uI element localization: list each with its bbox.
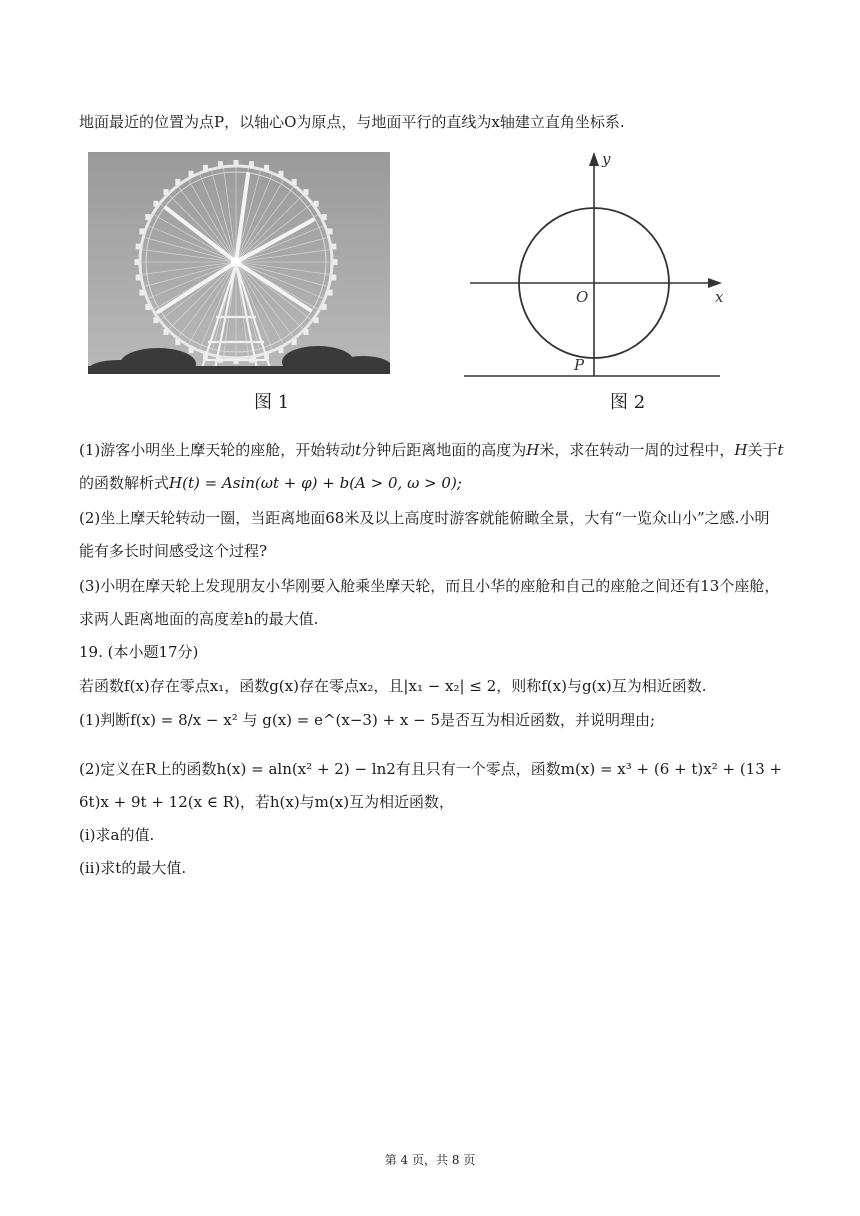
q19-sub-ii: (ii)求t的最大值. [79,859,187,877]
q18-part2-line1: (2)坐上摩天轮转动一圈，当距离地面68米及以上高度时游客就能俯瞰全景，大有“一览众山小”之感.小明 [79,509,770,527]
wheel-cabin [218,161,223,167]
wheel-cabin [322,214,327,220]
q19-definition: 若函数f(x)存在零点x₁，函数g(x)存在零点x₂，且|x₁ − x₂| ≤ 2，则称f(x)与g(x)互为相近函数. [79,677,707,695]
figure2-caption: 图 2 [610,392,646,413]
ferris-wheel-photo [88,152,390,374]
figure1-caption: 图 1 [254,392,290,413]
wheel-cabin [304,329,309,335]
wheel-cabin [189,347,194,353]
coordinate-diagram [460,150,730,382]
wheel-cabin [234,160,239,166]
q18-part2-line2: 能有多长时间感受这个过程? [79,542,268,560]
wheel-cabin [292,179,297,185]
q19-part2-line2: 6t)x + 9t + 12(x ∈ R)，若h(x)与m(x)互为相近函数， [79,793,455,811]
wheel-cabin [328,290,333,296]
q19-part1: (1)判断f(x) = 8/x − x² 与 g(x) = e^(x−3) + x − 5是否互为相近函数，并说明理由; [79,711,656,729]
wheel-cabin [145,214,150,220]
wheel-cabin [331,274,336,280]
wheel-cabin [292,339,297,345]
wheel-cabin [189,171,194,177]
wheel-cabin [278,347,283,353]
q18-part1-line1: (1)游客小明坐上摩天轮的座舱，开始转动t分钟后距离地面的高度为H米，求在转动一周的过程中，H关于t [79,441,784,459]
wheel-cabin [314,201,319,207]
q18-formula: H(t) = Asin(ωt + φ) + b(A > 0, ω > 0); [169,474,462,492]
wheel-cabin [175,179,180,185]
wheel-cabin [328,228,333,234]
wheel-cabin [314,317,319,323]
q19-sub-i: (i)求a的值. [79,826,155,844]
wheel-cabin [304,189,309,195]
wheel-cabin [203,165,208,171]
q19-part2-line1: (2)定义在R上的函数h(x) = aln(x² + 2) − ln2有且只有一个零点，函数m(x) = x³ + (6 + t)x² + (13 + [79,760,783,778]
point-p-label: P [574,356,585,374]
wheel-cabin [145,304,150,310]
wheel-cabin [153,317,158,323]
wheel-cabin [139,290,144,296]
q18-part1-line2: 的函数解析式H(t) = Asin(ωt + φ) + b(A > 0, ω > 0); [79,474,462,492]
wheel-cabin [264,165,269,171]
q18-part3-line2: 求两人距离地面的高度差h的最大值. [79,610,319,628]
wheel-cabin [163,329,168,335]
wheel-cabin [331,244,336,250]
intro-text: 地面最近的位置为点P，以轴心O为原点，与地面平行的直线为x轴建立直角坐标系. [79,113,625,131]
x-axis-label: x [715,288,724,306]
wheel-cabin [136,244,141,250]
wheel-cabin [136,274,141,280]
wheel-cabin [153,201,158,207]
wheel-cabin [135,259,140,265]
q19-heading: 19. (本小题17分) [79,643,199,661]
wheel-cabin [139,228,144,234]
wheel-cabin [278,171,283,177]
wheel-cabin [322,304,327,310]
origin-label: O [576,288,589,306]
wheel-cabin [249,161,254,167]
wheel-cabin [175,339,180,345]
wheel-cabin [333,259,338,265]
q18-part3-line1: (3)小明在摩天轮上发现朋友小华刚要入舱乘坐摩天轮，而且小华的座舱和自己的座舱之间还有13个座舱， [79,577,780,595]
page-footer: 第 4 页，共 8 页 [384,1153,476,1167]
y-axis-label: y [602,150,611,168]
wheel-cabin [163,189,168,195]
